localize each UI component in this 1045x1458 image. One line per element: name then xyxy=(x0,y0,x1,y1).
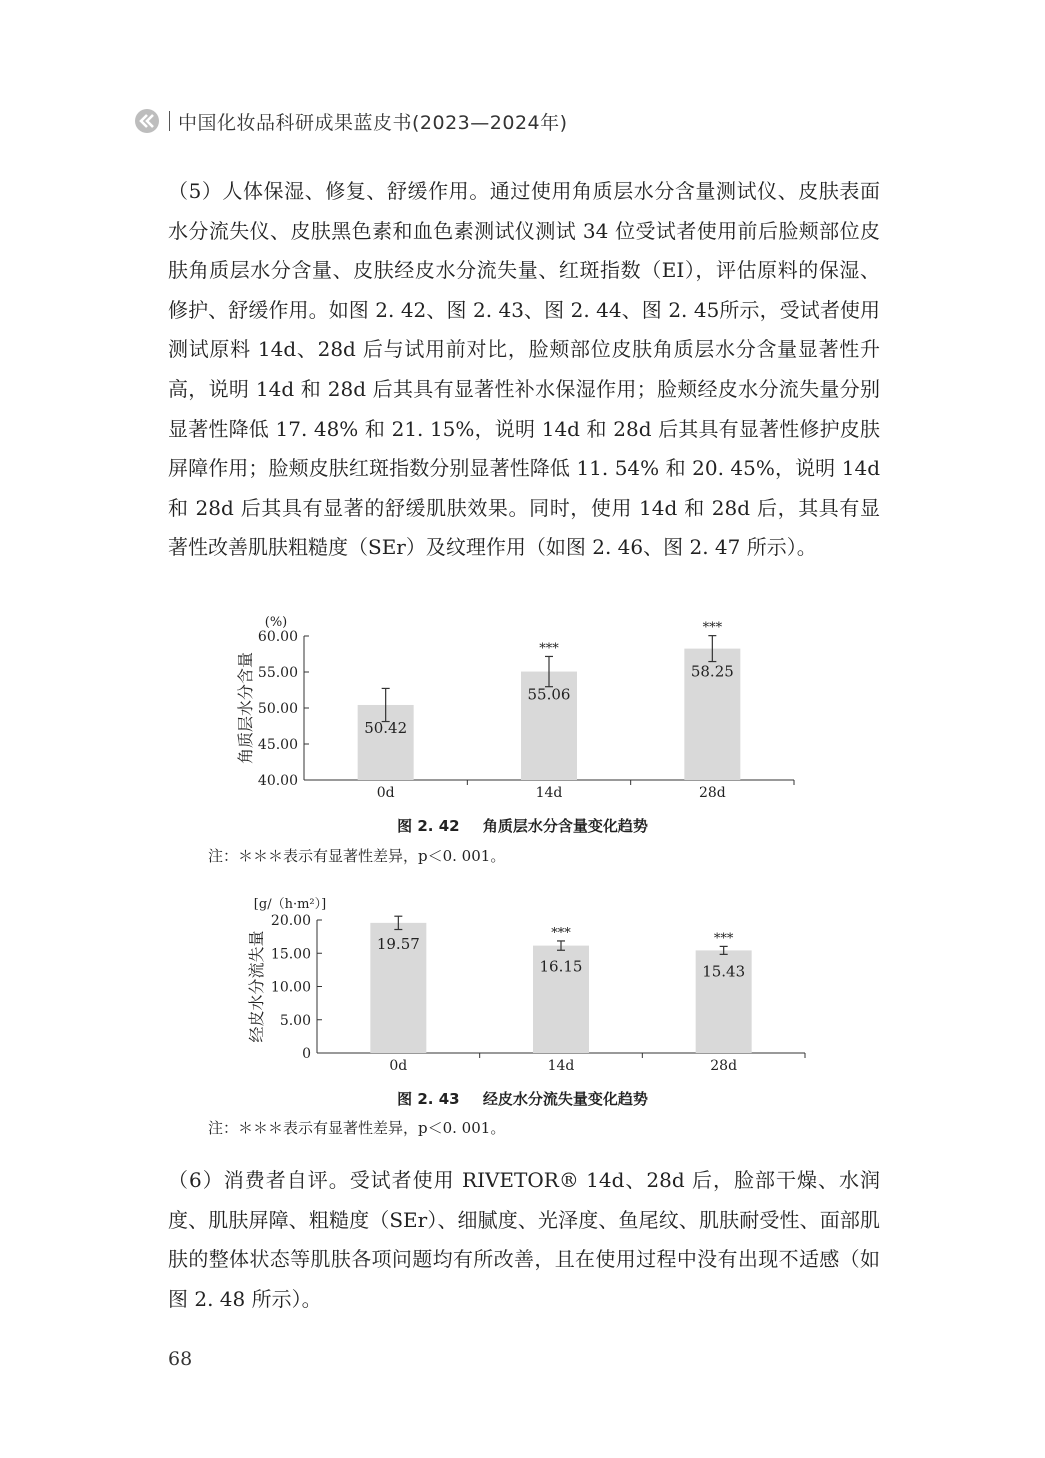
x-tick-label: 28d xyxy=(710,1058,738,1074)
x-tick-label: 0d xyxy=(389,1058,408,1074)
figure-note-1: 注：＊＊＊表示有显著性差异，p＜0. 001。 xyxy=(208,847,506,865)
double-chevron-left-icon xyxy=(135,109,159,133)
y-tick-label: 0 xyxy=(302,1046,311,1062)
x-tick-label: 0d xyxy=(376,785,395,801)
significance-marker: *** xyxy=(539,641,559,657)
running-header xyxy=(135,106,568,136)
data-label: 55.06 xyxy=(527,685,571,704)
y-tick-label: 20.00 xyxy=(270,913,311,929)
chart-transepidermal-water-loss xyxy=(0,890,1045,1080)
y-tick-label: 45.00 xyxy=(257,737,298,753)
significance-marker: *** xyxy=(551,925,571,941)
figure-note-2: 注：＊＊＊表示有显著性差异，p＜0. 001。 xyxy=(208,1119,506,1137)
significance-marker: *** xyxy=(713,931,734,947)
figure-caption-1 xyxy=(0,815,1045,836)
significance-marker: *** xyxy=(702,620,723,636)
y-axis-unit: (%) xyxy=(264,615,288,630)
x-tick-label: 28d xyxy=(698,785,726,801)
x-tick-label: 14d xyxy=(535,785,563,801)
figure-number: 图 2. 42 xyxy=(397,817,460,835)
y-tick-label: 15.00 xyxy=(270,946,311,963)
y-axis-unit: [g/（h·m²）] xyxy=(253,897,327,912)
figure-number: 图 2. 43 xyxy=(397,1090,460,1108)
paragraph-2: （6）消费者自评。受试者使用 RIVETOR® 14d、28d 后，脸部干燥、水润度、肌肤屏障、粗糙度（SEr）、细腻度、光泽度、鱼尾纹、肌肤耐受性、面部肌肤的整体状态等肌肤各项问题均有所改善，且在使用过程中没有出现不适感（如图 2. 48 所示）。 xyxy=(168,1168,880,1311)
y-tick-label: 50.00 xyxy=(257,701,298,717)
x-tick-label: 14d xyxy=(547,1058,575,1074)
data-label: 15.43 xyxy=(702,962,746,981)
figure-caption-2 xyxy=(0,1088,1045,1109)
header-divider xyxy=(169,111,170,131)
figure-title: 经皮水分流失量变化趋势 xyxy=(482,1090,648,1108)
y-tick-label: 55.00 xyxy=(257,665,298,681)
data-label: 19.57 xyxy=(376,934,420,953)
y-tick-label: 60.00 xyxy=(257,629,298,645)
paragraph-1: （5）人体保湿、修复、舒缓作用。通过使用角质层水分含量测试仪、皮肤表面水分流失仪、皮肤黑色素和血色素测试仪测试 34 位受试者使用前后脸颊部位皮肤角质层水分含量、皮肤经皮水分流失量、红斑指数（EI），评估原料的保湿、修护、舒缓作用。如图 2. 42、图 2. 43、图 2. 44、图 2. 45所示，受试者使用测试原料 14d、28d 后与试用前对比，脸颊部位皮肤角质层水分含量显著性升高，说明 14d 和 28d 后其具有显著性补水保湿作用；脸颊经皮水分流失量分别显著性降低 17. 48% 和 21. 15%，说明 14d 和 28d 后其具有显著性修护皮肤屏障作用；脸颊皮肤红斑指数分别显著性降低 11. 54% 和 20. 45%，说明 14d 和 28d 后其具有显著的舒缓肌肤效果。同时，使用 14d 和 28d 后，其具有显著性改善肌肤粗糙度（SEr）及纹理作用（如图 2. 46、图 2. 47 所示）。 xyxy=(168,179,880,560)
chart-stratum-corneum-moisture xyxy=(0,612,1045,807)
data-label: 50.42 xyxy=(364,718,408,737)
y-axis-title: 角质层水分含量 xyxy=(236,651,255,765)
y-tick-label: 40.00 xyxy=(257,773,298,789)
page-number: 68 xyxy=(168,1348,193,1370)
figure-title: 角质层水分含量变化趋势 xyxy=(482,817,648,835)
data-label: 16.15 xyxy=(539,957,583,976)
y-tick-label: 5.00 xyxy=(279,1012,311,1029)
y-tick-label: 10.00 xyxy=(270,979,311,996)
data-label: 58.25 xyxy=(690,662,734,681)
y-axis-title: 经皮水分流失量 xyxy=(247,930,266,1043)
book-title: 中国化妆品科研成果蓝皮书(2023—2024年) xyxy=(178,111,568,134)
